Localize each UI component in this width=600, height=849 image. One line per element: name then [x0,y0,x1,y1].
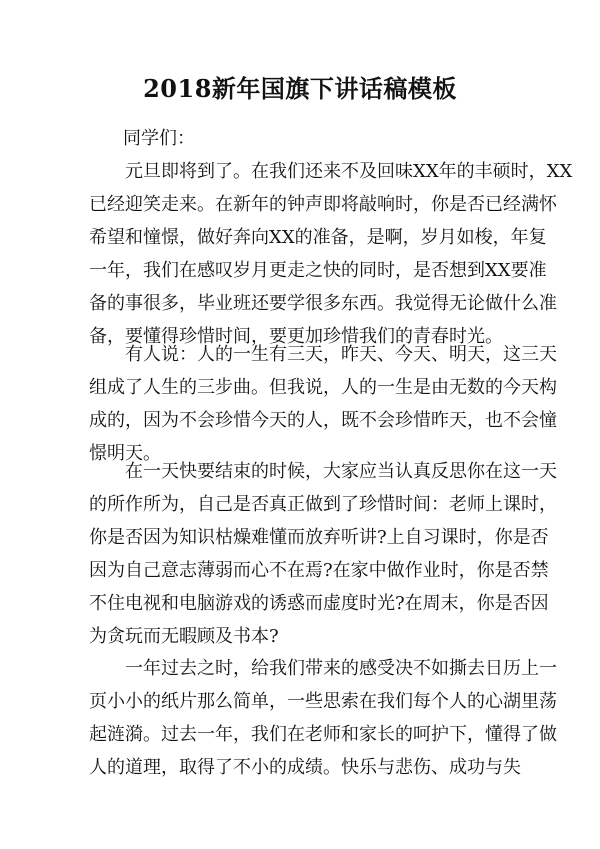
paragraph-line: 备，要懂得珍惜时间，要更加珍惜我们的青春时光。 [89,326,503,347]
paragraph-line: 一年过去之时，给我们带来的感受决不如撕去日历上一 [89,658,557,679]
paragraph-4 [89,652,557,784]
paragraph-line: 已经迎笑走来。在新年的钟声即将敲响时，你是否已经满怀 [89,194,557,215]
paragraph-line: 页小小的纸片那么简单，一些思索在我们每个人的心湖里荡 [89,691,557,712]
paragraph-line: 不住电视和电脑游戏的诱惑而虚度时光?在周末，你是否因 [89,593,549,614]
paragraph-line: 一年，我们在感叹岁月更走之快的同时，是否想到XX要准 [89,260,547,281]
paragraph-line: 憬明天。 [89,443,161,464]
paragraph-line: 希望和憧憬，做好奔向XX的准备，是啊，岁月如梭，年复 [89,227,547,248]
document-title: 2018新年国旗下讲话稿模板 [143,74,457,103]
paragraph-line: 备的事很多，毕业班还要学很多东西。我觉得无论做什么准 [89,293,557,314]
greeting: 同学们： [123,128,195,149]
paragraph-line: 人的道理，取得了不小的成绩。快乐与悲伤、成功与失 [89,757,521,778]
paragraph-line: 元旦即将到了。在我们还来不及回味XX年的丰硕时，XX [89,161,573,182]
paragraph-line: 组成了人生的三步曲。但我说，人的一生是由无数的今天构 [89,377,557,398]
paragraph-3 [89,455,557,653]
paragraph-1 [89,155,573,353]
paragraph-line: 在一天快要结束的时候，大家应当认真反思你在这一天 [89,461,557,482]
paragraph-line: 的所作所为，自己是否真正做到了珍惜时间：老师上课时， [89,494,557,515]
paragraph-line: 你是否因为知识枯燥难懂而放弃听讲?上自习课时，你是否 [89,527,549,548]
paragraph-line: 为贪玩而无暇顾及书本? [89,626,279,647]
paragraph-2 [89,338,557,470]
paragraph-line: 起涟漪。过去一年，我们在老师和家长的呵护下，懂得了做 [89,724,557,745]
paragraph-line: 有人说：人的一生有三天，昨天、今天、明天，这三天 [89,344,557,365]
paragraph-line: 成的，因为不会珍惜今天的人，既不会珍惜昨天，也不会憧 [89,410,557,431]
paragraph-line: 因为自己意志薄弱而心不在焉?在家中做作业时，你是否禁 [89,560,549,581]
